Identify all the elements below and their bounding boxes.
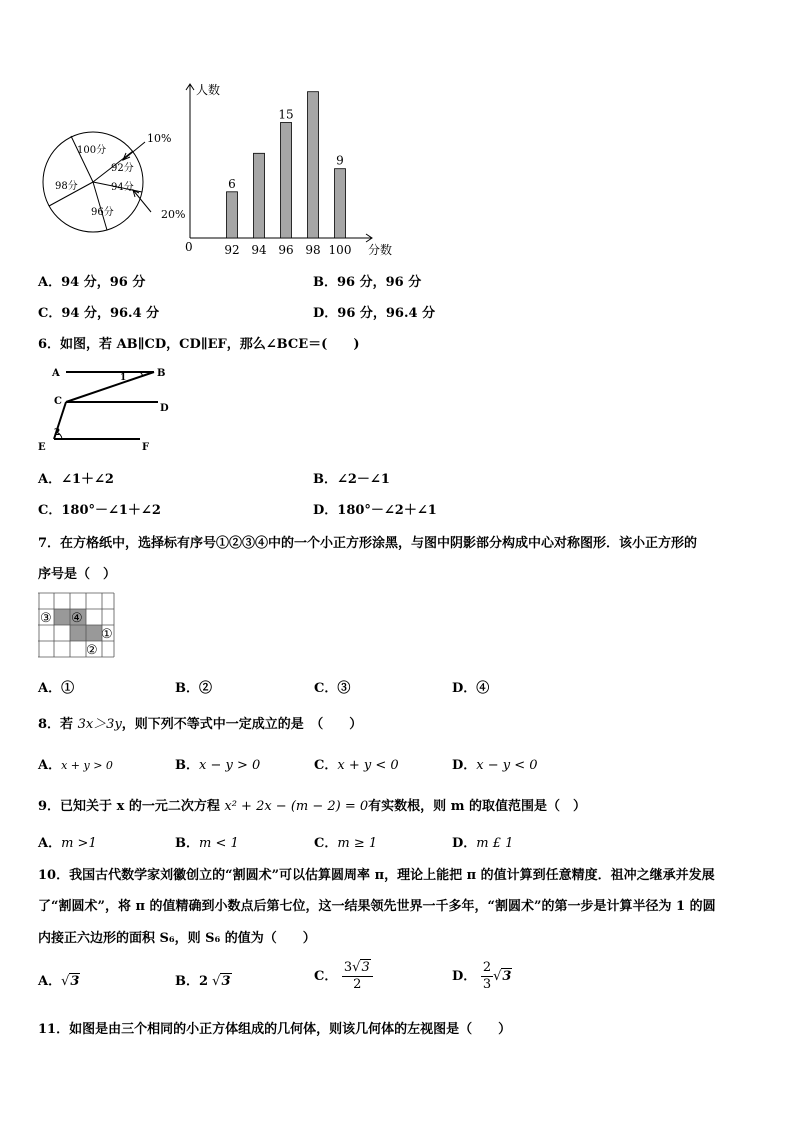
svg-text:D: D <box>160 403 169 414</box>
svg-text:④: ④ <box>71 611 83 626</box>
q5-option-c[interactable]: C．94 分，96.4 分 <box>38 306 160 321</box>
x-tick-92: 92 <box>224 243 240 257</box>
q6-stem: 6．如图，若 AB∥CD，CD∥EF，那么∠BCE＝( ) <box>38 337 360 352</box>
svg-text:③: ③ <box>40 611 52 626</box>
callout-10pct: 10% <box>147 132 172 145</box>
y-axis-label: 人数 <box>196 83 221 97</box>
q6-option-d[interactable]: D．180°－∠2＋∠1 <box>313 503 437 518</box>
svg-text:1: 1 <box>120 373 127 383</box>
pie-label-98: 98分 <box>55 181 78 192</box>
q5-option-b[interactable]: B．96 分，96 分 <box>313 275 422 290</box>
x-tick-96: 96 <box>278 243 294 257</box>
q9-option-c[interactable]: C．m ≥ 1 <box>314 836 378 851</box>
x-tick-98: 98 <box>305 243 321 257</box>
pie-label-96: 96分 <box>91 207 114 218</box>
svg-text:B: B <box>157 368 166 379</box>
svg-text:②: ② <box>86 643 98 658</box>
q8-option-a[interactable]: A．x + y > 0 <box>38 758 113 773</box>
q5-option-d[interactable]: D．96 分，96.4 分 <box>313 306 436 321</box>
q6-option-b[interactable]: B．∠2－∠1 <box>313 472 390 487</box>
q5-option-a[interactable]: A．94 分，96 分 <box>38 275 146 290</box>
pie-label-100: 100分 <box>77 145 107 156</box>
q8-stem: 8．若 3x＞3y，则下列不等式中一定成立的是 （ ） <box>38 717 363 732</box>
bar-96 <box>281 123 292 239</box>
q6-parallel-lines-figure <box>36 362 176 452</box>
x-tick-94: 94 <box>251 243 267 257</box>
q10-option-b[interactable]: B．2 √3 <box>175 974 231 989</box>
q9-option-a[interactable]: A．m >1 <box>38 836 97 851</box>
pie-label-92: 92分 <box>111 163 134 174</box>
bar-92 <box>227 192 238 238</box>
svg-text:E: E <box>38 442 46 452</box>
q7-stem-line1: 7．在方格纸中，选择标有序号①②③④中的一个小正方形涂黑，与图中阴影部分构成中心对称图形．该小正方形的 <box>38 536 698 551</box>
bar-94 <box>254 153 265 238</box>
bar-chart <box>180 78 400 258</box>
bar-98 <box>308 92 319 238</box>
q9-stem: 9．已知关于 x 的一元二次方程 x² + 2x − (m − 2) = 0有实数根，则 m 的取值范围是（ ） <box>38 799 586 814</box>
q8-option-d[interactable]: D．x − y < 0 <box>452 758 538 773</box>
q11-stem: 11．如图是由三个相同的小正方体组成的几何体，则该几何体的左视图是（ ） <box>38 1022 512 1037</box>
bar-100 <box>335 169 346 238</box>
q7-stem-line2: 序号是（ ） <box>38 567 117 582</box>
svg-text:F: F <box>142 442 150 452</box>
callout-20pct: 20% <box>161 208 186 221</box>
svg-text:2: 2 <box>54 428 61 438</box>
q10-stem-line2: 了“割圆术”，将 π 的值精确到小数点后第七位，这一结果领先世界一千多年，“割圆术”的第一步是计算半径为 1 的圆 <box>38 899 716 914</box>
q10-stem-line1: 10．我国古代数学家刘徽创立的“割圆术”可以估算圆周率 π，理论上能把 π 的值计算到任意精度．祖冲之继承并发展 <box>38 868 715 883</box>
q7-option-b[interactable]: B．② <box>175 681 212 696</box>
q8-option-c[interactable]: C．x + y < 0 <box>314 758 399 773</box>
origin-label: 0 <box>185 240 193 254</box>
x-axis-label: 分数 <box>368 243 393 257</box>
pie-chart <box>35 120 195 240</box>
q10-option-a[interactable]: A．√3 <box>38 974 80 989</box>
q10-stem-line3: 内接正六边形的面积 S₆，则 S₆ 的值为（ ） <box>38 931 316 946</box>
q6-option-c[interactable]: C．180°－∠1＋∠2 <box>38 503 161 518</box>
data-label-96: 15 <box>278 107 294 122</box>
q8-option-b[interactable]: B．x − y > 0 <box>175 758 261 773</box>
q7-option-d[interactable]: D．④ <box>452 681 490 696</box>
data-label-100: 9 <box>336 153 344 168</box>
svg-text:C: C <box>54 396 62 407</box>
q9-option-b[interactable]: B．m < 1 <box>175 836 239 851</box>
x-tick-100: 100 <box>328 243 352 257</box>
q10-option-d[interactable]: D． $\frac{2}{3}$ √3 <box>452 960 512 992</box>
data-label-92: 6 <box>228 176 236 191</box>
q9-option-d[interactable]: D．m £ 1 <box>452 836 514 851</box>
q7-option-c[interactable]: C．③ <box>314 681 351 696</box>
q6-option-a[interactable]: A．∠1＋∠2 <box>38 472 114 487</box>
svg-text:①: ① <box>101 627 113 642</box>
pie-label-94: 94分 <box>111 182 134 193</box>
q7-option-a[interactable]: A．① <box>38 681 75 696</box>
svg-text:A: A <box>52 368 60 379</box>
q7-grid-figure <box>38 592 118 660</box>
q10-option-c[interactable]: C． $\frac{3√3}{2}$ <box>314 960 373 993</box>
